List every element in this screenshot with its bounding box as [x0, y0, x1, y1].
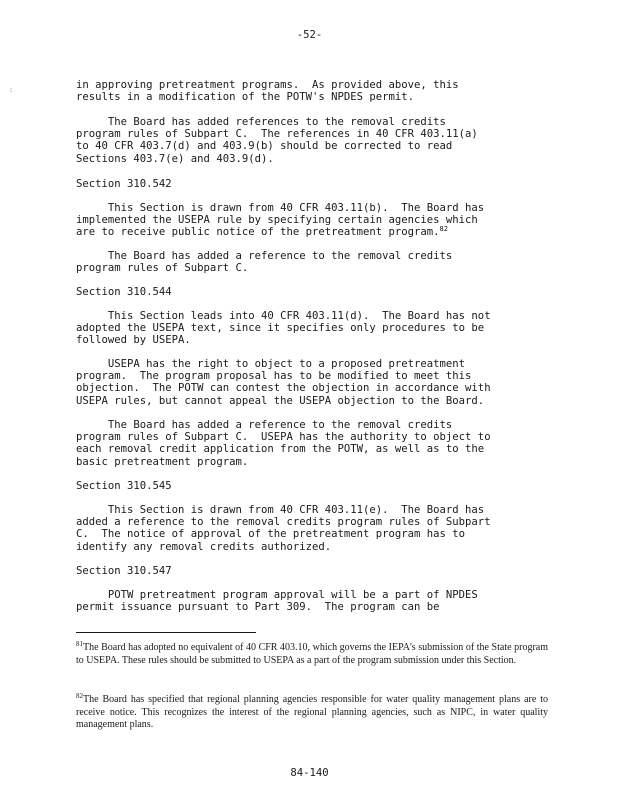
paragraph: The Board has added references to the removal credits program rules of Subpart C. The references in 40 CFR 403.11(a) to 40 CFR 403.7(d) and 403.9(b) should be corrected to read Sections 403.7(e) and 403.9(d).: [76, 116, 478, 165]
section-heading: Section 310.545: [76, 480, 172, 492]
paragraph: USEPA has the right to object to a proposed pretreatment program. The program proposal has to be modified to meet this objection. The POTW can contest the objection in accordance with USEPA rules, but cannot appeal the USEPA objection to the Board.: [76, 358, 491, 407]
footnote: [76, 642, 548, 667]
paragraph-text: This Section is drawn from 40 CFR 403.11(b). The Board has implemented the USEPA rule by specifying certain agencies which are to receive public notice of the pretreatment program.: [76, 202, 485, 239]
page-number: -52-: [296, 29, 323, 41]
footnote-mark: 82: [76, 692, 83, 700]
section-heading: Section 310.547: [76, 565, 172, 577]
footnote-mark: 81: [76, 640, 83, 648]
margin-mark: :: [9, 86, 14, 94]
footnote-reference: 82: [439, 225, 448, 234]
paragraph: [76, 202, 484, 239]
paragraph-continuation: in approving pretreatment programs. As provided above, this results in a modification of the POTW's NPDES permit.: [76, 79, 459, 104]
page-footer: 84-140: [290, 767, 329, 779]
paragraph: The Board has added a reference to the removal credits program rules of Subpart C. USEPA has the authority to object to each removal credit application from the POTW, as well as to the basic pretreatment program.: [76, 419, 491, 468]
section-heading: Section 310.542: [76, 178, 172, 190]
section-heading: Section 310.544: [76, 286, 172, 298]
footnote-text: The Board has adopted no equivalent of 40 CFR 403.10, which governs the IEPA's submission of the State program to USEPA. These rules should be submitted to USEPA as a part of the program submission under this Section.: [76, 642, 548, 666]
footnote-divider: [76, 632, 256, 633]
footnote-text: The Board has specified that regional planning agencies responsible for water quality management plans are to receive notice. This recognizes the interest of the regional planning agencies, such as NIPC, in water quality management plans.: [76, 694, 548, 731]
paragraph: POTW pretreatment program approval will be a part of NPDES permit issuance pursuant to Part 309. The program can be: [76, 589, 478, 614]
footnote: [76, 694, 548, 732]
paragraph: This Section is drawn from 40 CFR 403.11(e). The Board has added a reference to the removal credits program rules of Subpart C. The notice of approval of the pretreatment program has to identify any removal credits authorized.: [76, 504, 491, 553]
paragraph: This Section leads into 40 CFR 403.11(d). The Board has not adopted the USEPA text, since it specifies only procedures to be followed by USEPA.: [76, 310, 491, 347]
paragraph: The Board has added a reference to the removal credits program rules of Subpart C.: [76, 250, 453, 275]
